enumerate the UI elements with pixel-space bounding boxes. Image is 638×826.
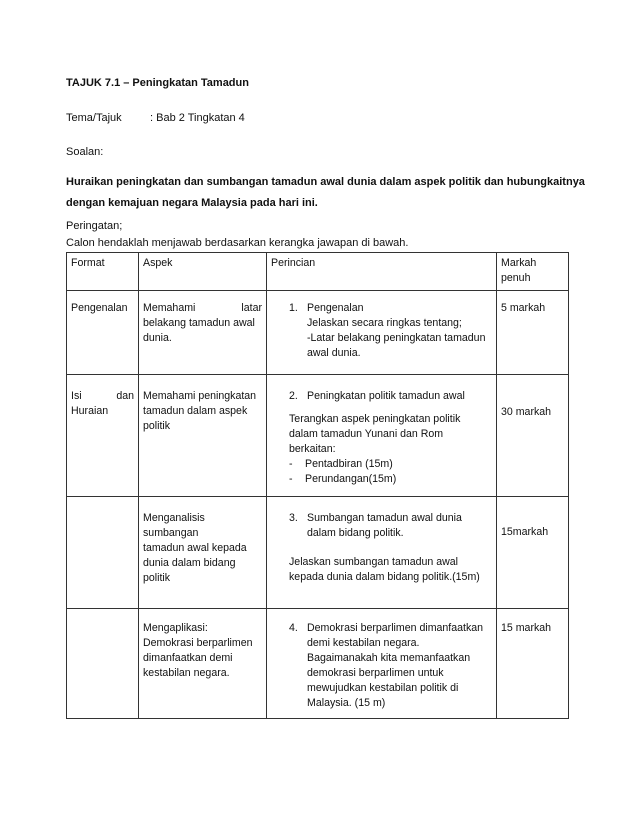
header-markah-line1: Markah bbox=[501, 257, 537, 269]
spacer bbox=[289, 404, 492, 412]
header-perincian: Perincian bbox=[267, 253, 497, 291]
row2-aspek-line2: tamadun dalam aspek bbox=[143, 405, 248, 417]
question-line-2: dengan kemajuan negara Malaysia pada hari ini. bbox=[66, 197, 318, 209]
row1-aspek bbox=[139, 291, 267, 375]
row4-format bbox=[67, 609, 139, 719]
row2-perincian bbox=[267, 375, 497, 497]
row4-aspek bbox=[139, 609, 267, 719]
row3-perincian-line3: Jelaskan sumbangan tamadun awal bbox=[289, 556, 459, 568]
header-markah-line2: penuh bbox=[501, 272, 531, 284]
table-header-row bbox=[67, 253, 569, 291]
header-markah bbox=[497, 253, 569, 291]
row2-bullet-1 bbox=[289, 457, 492, 472]
row3-perincian bbox=[267, 497, 497, 609]
question-line-1: Huraikan peningkatan dan sumbangan tamadun awal dunia dalam aspek politik dan hubungkaitnya bbox=[66, 176, 585, 188]
row3-aspek-line2: tamadun awal kepada bbox=[143, 542, 247, 554]
row4-aspek-line1: Mengaplikasi: bbox=[143, 622, 208, 634]
row1-perincian-line3: -Latar belakang peningkatan tamadun bbox=[307, 332, 486, 344]
row2-bullet-1-text: Pentadbiran (15m) bbox=[305, 458, 393, 470]
row2-markah: 30 markah bbox=[497, 375, 569, 497]
row1-perincian bbox=[267, 291, 497, 375]
row3-format bbox=[67, 497, 139, 609]
row3-aspek-line1: Menganalisis sumbangan bbox=[143, 512, 205, 539]
row2-format-word-a: Isi bbox=[71, 390, 82, 402]
row4-perincian bbox=[267, 609, 497, 719]
row3-aspek-line4: politik bbox=[143, 572, 171, 584]
row1-perincian-line4: awal dunia. bbox=[307, 347, 361, 359]
table-row bbox=[67, 609, 569, 719]
row2-perincian-line3: dalam tamadun Yunani dan Rom bbox=[289, 428, 444, 440]
row3-aspek bbox=[139, 497, 267, 609]
tema-label: Tema/Tajuk bbox=[66, 112, 122, 124]
row4-perincian-line5: mewujudkan kestabilan politik di bbox=[307, 682, 459, 694]
row4-perincian-line6: Malaysia. (15 m) bbox=[307, 697, 386, 709]
row1-markah: 5 markah bbox=[497, 291, 569, 375]
row2-perincian-line2: Terangkan aspek peningkatan politik bbox=[289, 413, 461, 425]
table-row bbox=[67, 497, 569, 609]
row2-bullet-2-text: Perundangan(15m) bbox=[305, 473, 397, 485]
row2-aspek-line1: Memahami peningkatan bbox=[143, 390, 257, 402]
row4-aspek-line3: dimanfaatkan demi bbox=[143, 652, 233, 664]
row3-numbered-item bbox=[289, 511, 492, 526]
row4-perincian-line1: Demokrasi berparlimen dimanfaatkan bbox=[307, 622, 484, 634]
row1-aspek-line3: dunia. bbox=[143, 332, 172, 344]
row2-aspek-line3: politik bbox=[143, 420, 171, 432]
row1-format: Pengenalan bbox=[67, 291, 139, 375]
row3-markah: 15markah bbox=[497, 497, 569, 609]
table-row bbox=[67, 375, 569, 497]
tema-value: : Bab 2 Tingkatan 4 bbox=[150, 112, 245, 124]
row2-aspek bbox=[139, 375, 267, 497]
table-row bbox=[67, 291, 569, 375]
row4-aspek-line4: kestabilan negara. bbox=[143, 667, 230, 679]
row2-format-line1 bbox=[71, 389, 134, 404]
warning-label: Peringatan; bbox=[66, 220, 123, 232]
row2-perincian-line4: berkaitan: bbox=[289, 443, 336, 455]
header-format: Format bbox=[67, 253, 139, 291]
dash: - bbox=[289, 473, 293, 485]
soalan-label: Soalan: bbox=[66, 146, 104, 158]
row3-number: 3. bbox=[289, 512, 298, 524]
page-title: TAJUK 7.1 – Peningkatan Tamadun bbox=[66, 77, 249, 89]
row4-aspek-line2: Demokrasi berparlimen bbox=[143, 637, 253, 649]
row1-perincian-line2: Jelaskan secara ringkas tentang; bbox=[307, 317, 462, 329]
row2-number: 2. bbox=[289, 390, 298, 402]
row4-markah: 15 markah bbox=[497, 609, 569, 719]
row3-perincian-line4: kepada dunia dalam bidang politik.(15m) bbox=[289, 571, 480, 583]
spacer bbox=[289, 541, 492, 555]
row1-aspek-word-b: latar bbox=[241, 302, 262, 314]
row1-aspek-word-a: Memahami bbox=[143, 302, 196, 314]
row3-aspek-line3: dunia dalam bidang bbox=[143, 557, 236, 569]
row1-aspek-line1 bbox=[143, 301, 262, 316]
row4-perincian-line3: Bagaimanakah kita memanfaatkan bbox=[307, 652, 471, 664]
row2-numbered-item bbox=[289, 389, 492, 404]
row1-perincian-line1: Pengenalan bbox=[307, 302, 364, 314]
row3-perincian-line2: dalam bidang politik. bbox=[307, 527, 404, 539]
row3-perincian-line1: Sumbangan tamadun awal dunia bbox=[307, 512, 462, 524]
warning-text: Calon hendaklah menjawab berdasarkan kerangka jawapan di bawah. bbox=[66, 237, 409, 249]
row4-perincian-line2: demi kestabilan negara. bbox=[307, 637, 420, 649]
row2-perincian-line1: Peningkatan politik tamadun awal bbox=[307, 390, 465, 402]
row1-number: 1. bbox=[289, 302, 298, 314]
answer-framework-table bbox=[66, 252, 569, 719]
row4-numbered-item bbox=[289, 621, 492, 636]
row4-number: 4. bbox=[289, 622, 298, 634]
row2-format-line2: Huraian bbox=[71, 405, 109, 417]
row2-format bbox=[67, 375, 139, 497]
row2-format-word-b: dan bbox=[116, 390, 134, 402]
row2-bullet-2 bbox=[289, 472, 492, 487]
row1-aspek-line2: belakang tamadun awal bbox=[143, 317, 255, 329]
row1-numbered-item bbox=[289, 301, 492, 316]
dash: - bbox=[289, 458, 293, 470]
row4-perincian-line4: demokrasi berparlimen untuk bbox=[307, 667, 444, 679]
header-aspek: Aspek bbox=[139, 253, 267, 291]
